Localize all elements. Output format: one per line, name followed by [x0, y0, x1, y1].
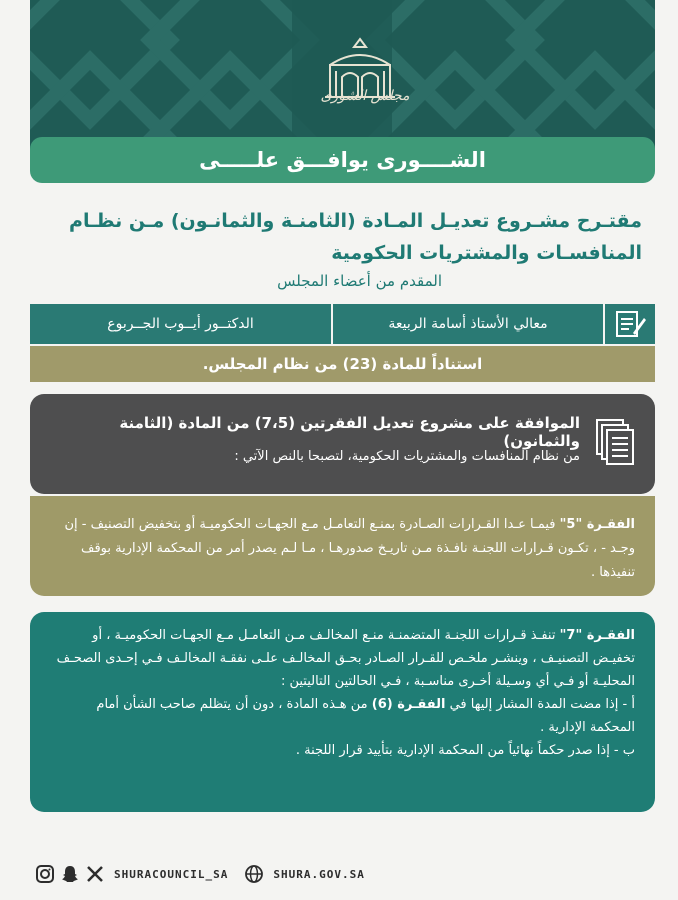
paragraph-7-body: تنفـذ قـرارات اللجنـة المتضمنـة منـع المخالـف مـن التعامـل مـع الجهـات الحكوميـة ، أو تخفيـض التصنيـف ، وينشـر ملخـص للقـرار الصـادر بحـق المخالـف علـى نفقـة المخالـف فـي إحـدى الصحـف المحليـة أو فـي أي وسـيلة أخـرى مناسـبة ، فـي الحالتين التاليتين :	[56, 628, 635, 689]
paragraph-5-body: فيمـا عـدا القـرارات الصـادرة بمنـع التعامـل مـع الجهـات الحكوميـة أو بتخفيض التصنيف - إن وجـد - ، تكـون قـرارات اللجنـة نافـذة مـن تاريـخ صدورهـا ، مـا لـم يصدر أمر من المحكمة الإدارية بوقف تنفيذها .	[64, 517, 635, 580]
footer	[35, 862, 415, 886]
social-handle[interactable]: SHURACOUNCIL_SA	[114, 867, 229, 881]
member-name-1: معالي الأستاذ أسامة الربيعة	[333, 304, 603, 344]
paragraph-7-box	[30, 612, 655, 812]
decision-subtext: من نظام المنافسات والمشتريات الحكومية، لتصبحا بالنص الآتي :	[234, 449, 580, 464]
shura-council-emblem-icon	[320, 20, 400, 120]
paragraph-5-label: الفقـرة "5"	[559, 517, 635, 532]
shura-council-wordmark: مجلس الشورى	[320, 88, 410, 104]
snapchat-icon[interactable]	[60, 864, 80, 884]
item-a-suffix: من هـذه المادة ، دون أن يتظلم صاحب الشأن أمام المحكمة الإدارية .	[96, 697, 635, 735]
member-name-2: الدكتــور أيــوب الجــربوع	[30, 304, 331, 344]
proposal-subtitle: المقدم من أعضاء المجلس	[277, 272, 442, 290]
item-a-reference: الفقـرة (6)	[371, 697, 446, 712]
members-icon-box	[605, 304, 655, 344]
decision-box	[30, 394, 655, 494]
paragraph-5-box	[30, 496, 655, 596]
paragraph-5-text	[50, 513, 635, 585]
website-link[interactable]: SHURA.GOV.SA	[273, 867, 365, 881]
paragraph-7-label: الفقـرة "7"	[559, 628, 635, 643]
document-pen-icon	[613, 309, 647, 339]
announcement-banner: الشــــورى يوافـــق علـــــى	[30, 137, 655, 183]
paragraph-7-text	[50, 624, 635, 762]
instagram-icon[interactable]	[35, 864, 55, 884]
members-row	[30, 304, 655, 344]
legal-basis: استناداً للمادة (23) من نظام المجلس.	[30, 346, 655, 382]
header-banner	[30, 0, 655, 155]
item-b: ب - إذا صدر حكماً نهائياً من المحكمة الإدارية بتأييد قرار اللجنة .	[295, 743, 635, 758]
decision-heading: الموافقة على مشروع تعديل الفقرتين (7،5) من المادة (الثامنة والثمانون)	[119, 414, 580, 450]
item-a-prefix: أ - إذا مضت المدة المشار إليها في	[445, 697, 635, 712]
globe-icon	[244, 864, 264, 884]
proposal-title: مقتـرح مشـروع تعديـل المـادة (الثامنـة والثمانـون) مـن نظـام المنافسـات والمشتريات الحكومية	[69, 210, 642, 264]
x-twitter-icon[interactable]	[85, 864, 105, 884]
documents-icon	[595, 418, 635, 468]
